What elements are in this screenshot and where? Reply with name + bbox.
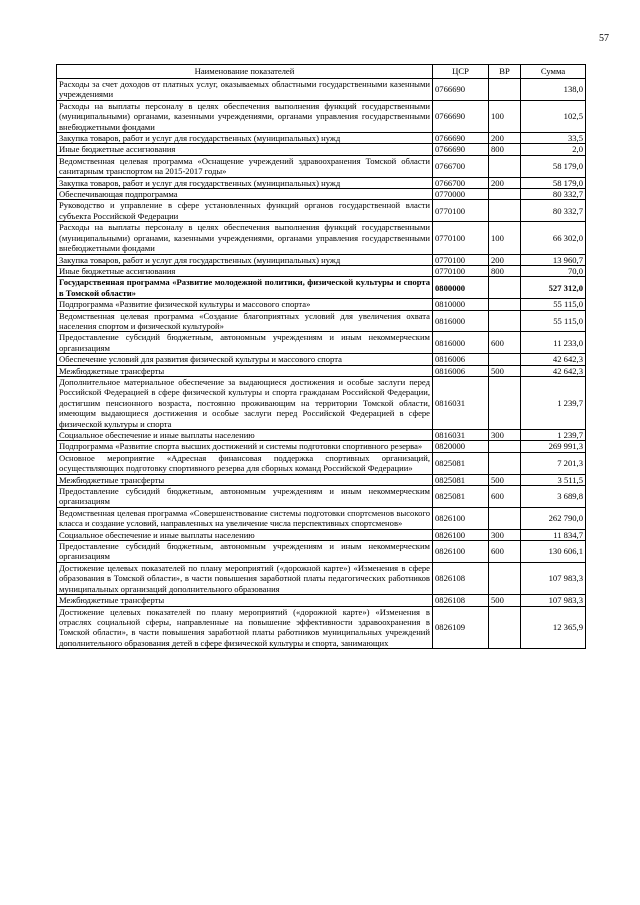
- table-row: [57, 200, 586, 222]
- row-vr-cell: 600: [489, 541, 521, 563]
- row-sum-cell: 2,0: [521, 144, 586, 155]
- row-sum-cell: 33,5: [521, 133, 586, 144]
- row-sum-cell: 102,5: [521, 100, 586, 132]
- row-csr-cell: 0825081: [433, 452, 489, 474]
- row-csr-cell: 0826109: [433, 606, 489, 649]
- row-name-cell: Основное мероприятие «Адресная финансовая поддержка спортивных организаций, осуществляющих подготовку спортивного резерва для сборных команд Российской Федерации»: [57, 452, 433, 474]
- table-row: [57, 606, 586, 649]
- row-csr-cell: 0770100: [433, 265, 489, 276]
- row-csr-cell: 0825081: [433, 474, 489, 485]
- row-csr-cell: 0816000: [433, 332, 489, 354]
- row-sum-cell: 527 312,0: [521, 277, 586, 299]
- row-vr-cell: [489, 507, 521, 529]
- row-csr-cell: 0810000: [433, 299, 489, 310]
- table-row: [57, 365, 586, 376]
- budget-table: [56, 64, 586, 649]
- row-vr-cell: [489, 376, 521, 429]
- row-csr-cell: 0766690: [433, 133, 489, 144]
- row-sum-cell: 130 606,1: [521, 541, 586, 563]
- row-sum-cell: 3 689,8: [521, 486, 586, 508]
- row-name-cell: Расходы на выплаты персоналу в целях обеспечения выполнения функций государственными (муниципальными) органами, казенными учреждениями, органами управления государственными внебюджетными фондами: [57, 222, 433, 254]
- row-name-cell: Межбюджетные трансферты: [57, 595, 433, 606]
- row-vr-cell: [489, 189, 521, 200]
- row-name-cell: Ведомственная целевая программа «Оснащение учреждений здравоохранения Томской области санитарным транспортом на 2015-2017 годы»: [57, 155, 433, 177]
- row-csr-cell: 0770100: [433, 254, 489, 265]
- row-csr-cell: 0816006: [433, 354, 489, 365]
- row-name-cell: Достижение целевых показателей по плану мероприятий («дорожной карте») «Изменения в отраслях социальной сферы, направленные на повышение эффективности здравоохранения в Томской области», в части повышения заработной платы работников муниципальных учреждений дополнительного образования детей в сфере физической культуры и спорта, занимающих: [57, 606, 433, 649]
- row-vr-cell: [489, 354, 521, 365]
- row-name-cell: Расходы на выплаты персоналу в целях обеспечения выполнения функций государственными (муниципальными) органами, казенными учреждениями, органами управления государственными внебюджетными фондами: [57, 100, 433, 132]
- row-sum-cell: 42 642,3: [521, 354, 586, 365]
- row-sum-cell: 107 983,3: [521, 562, 586, 594]
- table-header-row: [57, 65, 586, 79]
- row-vr-cell: 200: [489, 254, 521, 265]
- row-csr-cell: 0766690: [433, 144, 489, 155]
- table-row: [57, 507, 586, 529]
- row-sum-cell: 55 115,0: [521, 299, 586, 310]
- row-name-cell: Ведомственная целевая программа «Создание благоприятных условий для увеличения охвата населения спортом и физической культурой»: [57, 310, 433, 332]
- row-csr-cell: 0826100: [433, 507, 489, 529]
- table-row: [57, 277, 586, 299]
- row-vr-cell: 300: [489, 529, 521, 540]
- table-row: [57, 332, 586, 354]
- row-csr-cell: 0770000: [433, 189, 489, 200]
- table-row: [57, 354, 586, 365]
- row-sum-cell: 42 642,3: [521, 365, 586, 376]
- row-name-cell: Социальное обеспечение и иные выплаты населению: [57, 430, 433, 441]
- row-name-cell: Межбюджетные трансферты: [57, 365, 433, 376]
- table-row: [57, 79, 586, 101]
- table-row: [57, 254, 586, 265]
- row-sum-cell: 107 983,3: [521, 595, 586, 606]
- row-sum-cell: 269 991,3: [521, 441, 586, 452]
- row-name-cell: Достижение целевых показателей по плану мероприятий («дорожной карте») «Изменения в сфере образования в Томской области», в части повышения заработной платы педагогических работников муниципальных организаций дополнительного образования: [57, 562, 433, 594]
- row-sum-cell: 1 239,7: [521, 430, 586, 441]
- table-body: [57, 79, 586, 649]
- table-row: [57, 299, 586, 310]
- page-number: 57: [599, 33, 609, 44]
- row-vr-cell: 500: [489, 474, 521, 485]
- row-csr-cell: 0770100: [433, 222, 489, 254]
- row-vr-cell: 600: [489, 332, 521, 354]
- row-vr-cell: 100: [489, 222, 521, 254]
- table-row: [57, 265, 586, 276]
- table-row: [57, 222, 586, 254]
- row-vr-cell: 200: [489, 133, 521, 144]
- row-vr-cell: [489, 79, 521, 101]
- row-name-cell: Социальное обеспечение и иные выплаты населению: [57, 529, 433, 540]
- row-vr-cell: 800: [489, 265, 521, 276]
- row-sum-cell: 55 115,0: [521, 310, 586, 332]
- row-name-cell: Закупка товаров, работ и услуг для государственных (муниципальных) нужд: [57, 177, 433, 188]
- row-csr-cell: 0816000: [433, 310, 489, 332]
- row-csr-cell: 0825081: [433, 486, 489, 508]
- row-csr-cell: 0766690: [433, 100, 489, 132]
- row-name-cell: Предоставление субсидий бюджетным, автономным учреждениям и иным некоммерческим организациям: [57, 486, 433, 508]
- row-name-cell: Расходы за счет доходов от платных услуг, оказываемых областными государственными казенными учреждениями: [57, 79, 433, 101]
- table-row: [57, 189, 586, 200]
- header-name: Наименование показателей: [57, 65, 433, 79]
- header-csr: ЦСР: [433, 65, 489, 79]
- table-row: [57, 376, 586, 429]
- table-row: [57, 133, 586, 144]
- table-row: [57, 541, 586, 563]
- row-csr-cell: 0826100: [433, 529, 489, 540]
- row-name-cell: Межбюджетные трансферты: [57, 474, 433, 485]
- row-sum-cell: 58 179,0: [521, 155, 586, 177]
- row-csr-cell: 0826108: [433, 562, 489, 594]
- row-csr-cell: 0820000: [433, 441, 489, 452]
- table-row: [57, 562, 586, 594]
- row-csr-cell: 0816006: [433, 365, 489, 376]
- row-vr-cell: [489, 562, 521, 594]
- row-csr-cell: 0816031: [433, 376, 489, 429]
- table-row: [57, 474, 586, 485]
- row-name-cell: Предоставление субсидий бюджетным, автономным учреждениям и иным некоммерческим организациям: [57, 332, 433, 354]
- row-name-cell: Иные бюджетные ассигнования: [57, 144, 433, 155]
- row-vr-cell: 500: [489, 365, 521, 376]
- row-name-cell: Обеспечение условий для развития физической культуры и массового спорта: [57, 354, 433, 365]
- row-name-cell: Ведомственная целевая программа «Совершенствование системы подготовки спортсменов высокого класса и создание условий, направленных на увеличение числа перспективных спортсменов»: [57, 507, 433, 529]
- table-row: [57, 310, 586, 332]
- row-csr-cell: 0766700: [433, 155, 489, 177]
- row-name-cell: Государственная программа «Развитие молодежной политики, физической культуры и спорта в Томской области»: [57, 277, 433, 299]
- row-vr-cell: 500: [489, 595, 521, 606]
- row-vr-cell: 200: [489, 177, 521, 188]
- row-sum-cell: 66 302,0: [521, 222, 586, 254]
- row-sum-cell: 7 201,3: [521, 452, 586, 474]
- row-name-cell: Предоставление субсидий бюджетным, автономным учреждениям и иным некоммерческим организациям: [57, 541, 433, 563]
- table-row: [57, 529, 586, 540]
- row-csr-cell: 0826100: [433, 541, 489, 563]
- row-sum-cell: 80 332,7: [521, 200, 586, 222]
- row-vr-cell: [489, 277, 521, 299]
- row-name-cell: Закупка товаров, работ и услуг для государственных (муниципальных) нужд: [57, 254, 433, 265]
- row-name-cell: Иные бюджетные ассигнования: [57, 265, 433, 276]
- row-vr-cell: [489, 310, 521, 332]
- table-row: [57, 452, 586, 474]
- row-vr-cell: [489, 200, 521, 222]
- header-sum: Сумма: [521, 65, 586, 79]
- row-vr-cell: 600: [489, 486, 521, 508]
- row-csr-cell: 0800000: [433, 277, 489, 299]
- row-name-cell: Дополнительное материальное обеспечение за выдающиеся достижения и особые заслуги перед Российской Федерацией в сфере физической культуры и спорта гражданам Российской Федерации, достигшим пенсионного возраста, постоянно проживающим на территории Томской области, имеющим выдающиеся достижения и особые заслуги перед Российской Федерацией в сфере физической культуры и спорта: [57, 376, 433, 429]
- table-row: [57, 486, 586, 508]
- row-vr-cell: [489, 155, 521, 177]
- table-row: [57, 155, 586, 177]
- row-sum-cell: 12 365,9: [521, 606, 586, 649]
- row-sum-cell: 1 239,7: [521, 376, 586, 429]
- table-row: [57, 430, 586, 441]
- row-sum-cell: 3 511,5: [521, 474, 586, 485]
- row-name-cell: Руководство и управление в сфере установленных функций органов государственной власти субъекта Российской Федерации: [57, 200, 433, 222]
- table-row: [57, 100, 586, 132]
- row-vr-cell: [489, 452, 521, 474]
- row-name-cell: Закупка товаров, работ и услуг для государственных (муниципальных) нужд: [57, 133, 433, 144]
- row-vr-cell: [489, 606, 521, 649]
- table-row: [57, 595, 586, 606]
- row-sum-cell: 80 332,7: [521, 189, 586, 200]
- row-csr-cell: 0766700: [433, 177, 489, 188]
- row-name-cell: Подпрограмма «Развитие спорта высших достижений и системы подготовки спортивного резерва»: [57, 441, 433, 452]
- row-sum-cell: 138,0: [521, 79, 586, 101]
- row-vr-cell: 300: [489, 430, 521, 441]
- table-row: [57, 177, 586, 188]
- row-vr-cell: 100: [489, 100, 521, 132]
- row-csr-cell: 0770100: [433, 200, 489, 222]
- row-sum-cell: 58 179,0: [521, 177, 586, 188]
- row-name-cell: Подпрограмма «Развитие физической культуры и массового спорта»: [57, 299, 433, 310]
- row-sum-cell: 70,0: [521, 265, 586, 276]
- row-sum-cell: 13 960,7: [521, 254, 586, 265]
- row-sum-cell: 262 790,0: [521, 507, 586, 529]
- row-vr-cell: 800: [489, 144, 521, 155]
- table-row: [57, 441, 586, 452]
- row-csr-cell: 0826108: [433, 595, 489, 606]
- row-vr-cell: [489, 441, 521, 452]
- table-row: [57, 144, 586, 155]
- row-sum-cell: 11 834,7: [521, 529, 586, 540]
- row-csr-cell: 0766690: [433, 79, 489, 101]
- header-vr: ВР: [489, 65, 521, 79]
- row-sum-cell: 11 233,0: [521, 332, 586, 354]
- row-csr-cell: 0816031: [433, 430, 489, 441]
- row-vr-cell: [489, 299, 521, 310]
- row-name-cell: Обеспечивающая подпрограмма: [57, 189, 433, 200]
